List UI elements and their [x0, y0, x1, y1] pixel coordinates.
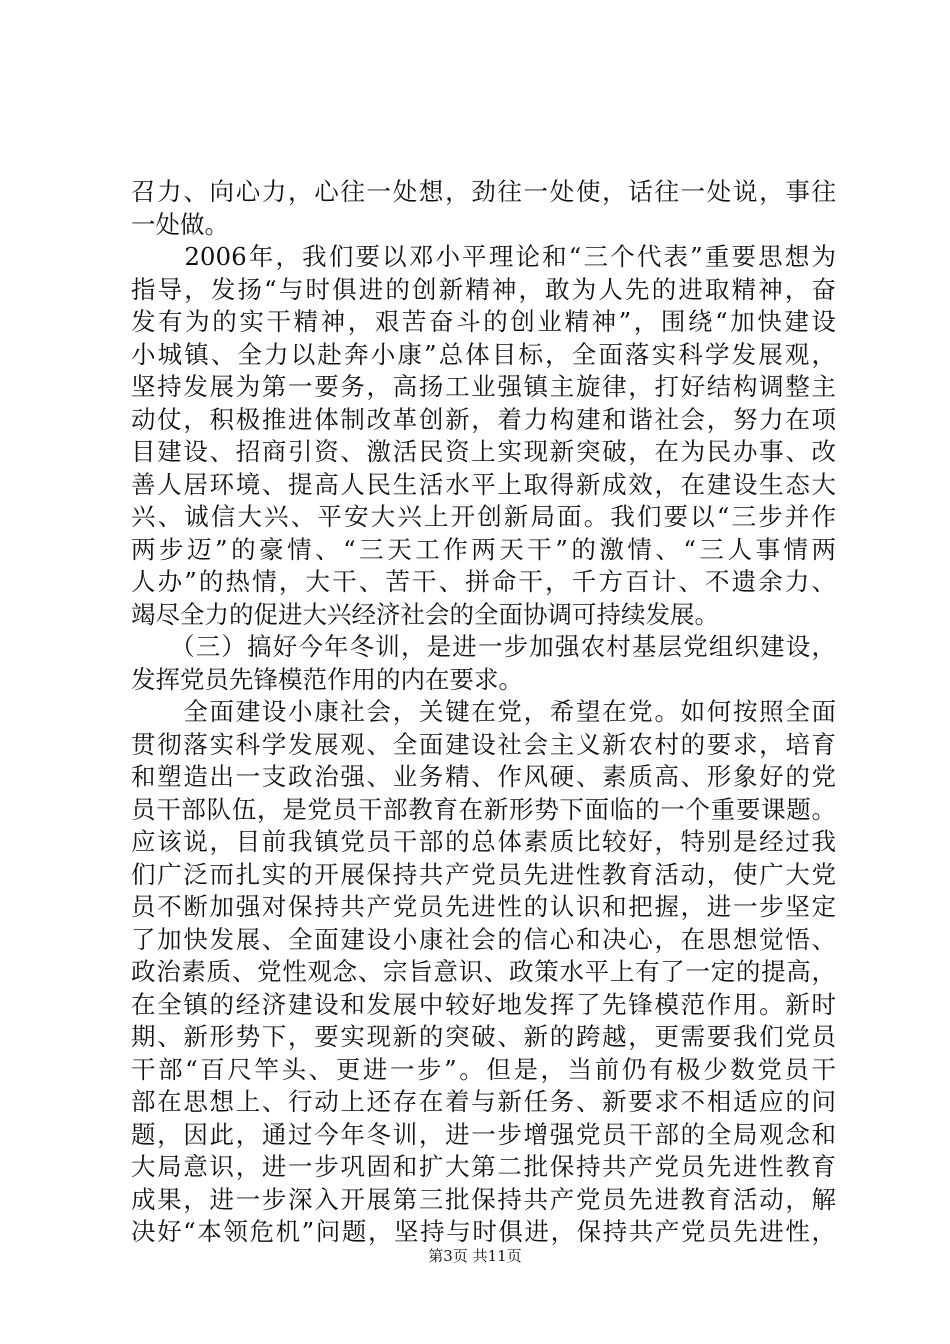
text-line: 全面建设小康社会，关键在党，希望在党。如何按照全面: [131, 697, 836, 726]
text-line: 大局意识，进一步巩固和扩大第二批保持共产党员先进性教育: [131, 1152, 836, 1181]
text-line: 了加快发展、全面建设小康社会的信心和决心，在思想觉悟、: [131, 924, 836, 954]
text-line: 和塑造出一支政治强、业务精、作风硬、素质高、形象好的党: [131, 762, 836, 791]
text-line: 人办”的热情，大干、苦干、拼命干，千方百计、不遗余力、: [131, 567, 836, 596]
text-line: 坚持发展为第一要务，高扬工业强镇主旋律，打好结构调整主: [131, 372, 836, 401]
text-line: 兴、诚信大兴、平安大兴上开创新局面。我们要以“三步并作: [131, 502, 836, 531]
section-heading-line: （三）搞好今年冬训，是进一步加强农村基层党组织建设，: [131, 632, 836, 661]
text-line: 善人居环境、提高人民生活水平上取得新成效，在建设生态大: [131, 469, 836, 499]
text-line: 决好“本领危机”问题，坚持与时俱进，保持共产党员先进性，: [131, 1217, 836, 1246]
text-line: 在全镇的经济建设和发展中较好地发挥了先锋模范作用。新时: [131, 989, 836, 1019]
page-number-footer: 第3页 共11页: [428, 1247, 522, 1265]
text-line: 2006年，我们要以邓小平理论和“三个代表”重要思想为: [131, 242, 836, 271]
text-line: 部在思想上、行动上还存在着与新任务、新要求不相适应的问: [131, 1087, 836, 1116]
text-line: 小城镇、全力以赴奔小康”总体目标，全面落实科学发展观，: [131, 339, 836, 369]
text-line: 政治素质、党性观念、宗旨意识、政策水平上有了一定的提高，: [131, 957, 836, 986]
text-line: 干部“百尺竿头、更进一步”。但是，当前仍有极少数党员干: [131, 1054, 836, 1084]
text-line: 动仗，积极推进体制改革创新，着力构建和谐社会，努力在项: [131, 404, 836, 434]
section-heading-line: 发挥党员先锋模范作用的内在要求。: [131, 664, 523, 694]
text-line: 应该说，目前我镇党员干部的总体素质比较好，特别是经过我: [131, 827, 836, 856]
text-line: 两步迈”的豪情、“三天工作两天干”的激情、“三人事情两: [131, 534, 836, 564]
text-line: 期、新形势下，要实现新的突破、新的跨越，更需要我们党员: [131, 1022, 836, 1051]
text-line: 目建设、招商引资、激活民资上实现新突破，在为民办事、改: [131, 437, 836, 466]
text-line: 一处做。: [131, 209, 229, 239]
text-line: 题，因此，通过今年冬训，进一步增强党员干部的全局观念和: [131, 1119, 836, 1149]
text-line: 发有为的实干精神，艰苦奋斗的创业精神”，围绕“加快建设: [131, 307, 836, 336]
text-line: 竭尽全力的促进大兴经济社会的全面协调可持续发展。: [131, 599, 719, 629]
document-body: [131, 176, 836, 1249]
text-line: 们广泛而扎实的开展保持共产党员先进性教育活动，使广大党: [131, 859, 836, 889]
text-line: 成果，进一步深入开展第三批保持共产党员先进教育活动，解: [131, 1184, 836, 1214]
text-line: 员不断加强对保持共产党员先进性的认识和把握，进一步坚定: [131, 892, 836, 921]
text-line: 贯彻落实科学发展观、全面建设社会主义新农村的要求，培育: [131, 729, 836, 759]
text-line: 召力、向心力，心往一处想，劲往一处使，话往一处说，事往: [131, 177, 836, 206]
text-line: 指导，发扬“与时俱进的创新精神，敢为人先的进取精神，奋: [131, 274, 836, 304]
text-line: 员干部队伍，是党员干部教育在新形势下面临的一个重要课题。: [131, 794, 836, 824]
